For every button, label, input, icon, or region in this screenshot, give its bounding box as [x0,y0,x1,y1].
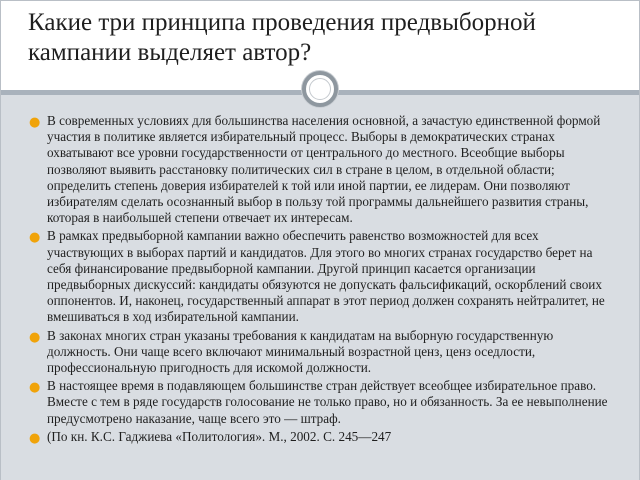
bullet-text: (По кн. К.С. Гаджиева «Политология». М., 2002. С. 245—247 [47,428,392,444]
bullet-text: В рамках предвыборной кампании важно обеспечить равенство возможностей для всех участвующих в выборах партий и кандидатов. Для этого во многих странах государство берет на себя финансирование предвыборной кампании. Другой принцип касается организации предвыборных дискуссий: кандидаты обязуются не допускать фальсификаций, оскорблений своих оппонентов. И, наконец, государственный аппарат в этот период должен сохранять нейтралитет, не вмешиваться в ход избирательной кампании. [47,228,605,325]
bullet-item [29,228,613,325]
bullet-item [29,429,613,445]
bullet-item [29,328,613,377]
bullet-text: В законах многих стран указаны требования к кандидатам на выборную государственную должность. Они чаще всего включают минимальный возрастной ценз, ценз оседлости, профессиональную пригодность для искомой должности. [47,327,554,376]
bullet-dot-icon: ● [29,430,41,446]
bullet-text: В современных условиях для большинства населения основной, а зачастую единственной формой участия в политике является избирательный процесс. Выборы в демократических странах охватывают все уровни государственности от центрального до местного. Всеобщие выборы позволяют выявить расстановку политических сил в стране в целом, в отдельной области; определить степень доверия избирателей к той или иной партии, ее лидерам. Они позволяют избирателям сделать осознанный выбор в пользу той программы дальнейшего развития страны, которая в наибольшей степени отвечает их интересам. [47,113,601,226]
circle-ring-icon [302,71,338,107]
bullet-dot-icon: ● [29,115,41,130]
bullet-item [29,378,613,427]
bullet-dot-icon: ● [29,380,41,396]
bullet-text: В настоящее время в подавляющем большинстве стран действует всеобщее избирательное право. Вместе с тем в ряде государств голосование не только право, но и обязанность. За ее невыполнение предусмотрено наказание, чаще всего это — штраф. [47,378,608,426]
bullet-dot-icon: ● [29,230,41,246]
bullet-dot-icon: ● [29,329,41,345]
bullet-list [29,113,613,447]
bullet-item [29,113,613,226]
slide-title: Какие три принципа проведения предвыборной кампании выделяет автор? [28,9,536,66]
